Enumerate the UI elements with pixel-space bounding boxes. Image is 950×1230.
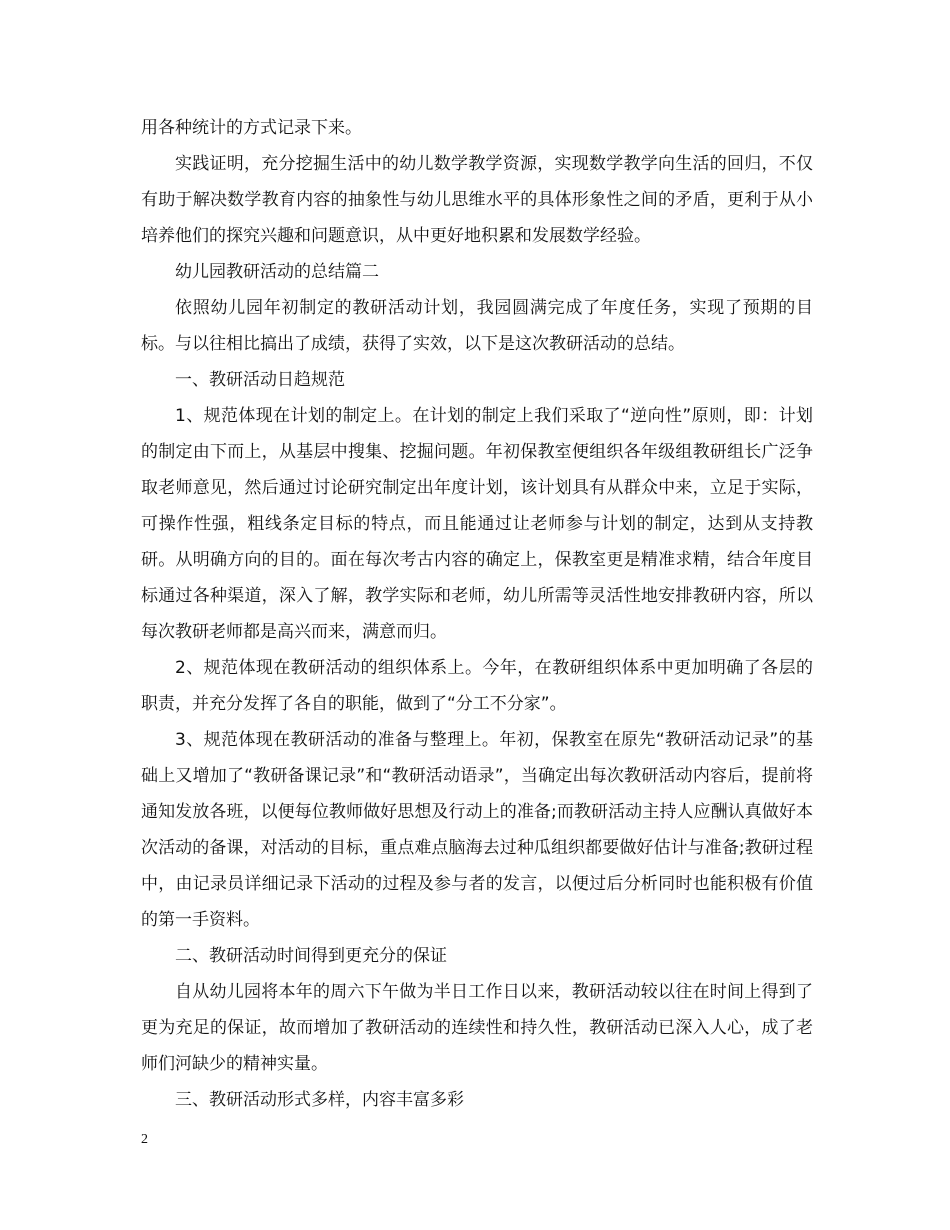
paragraph: 实践证明，充分挖掘生活中的幼儿数学教学资源，实现数学教学向生活的回归，不仅有助于解决数学教育内容的抽象性与幼儿思维水平的具体形象性之间的矛盾，更利于从小培养他们的探究兴趣和问题意识，从中更好地积累和发展数学经验。 (141, 154, 813, 246)
section-heading: 一、教研活动日趋规范 (175, 370, 345, 390)
paragraph: 依照幼儿园年初制定的教研活动计划，我园圆满完成了年度任务，实现了预期的目标。与以往相比搞出了成绩，获得了实效，以下是这次教研活动的总结。 (141, 298, 813, 354)
paragraph: 2、规范体现在教研活动的组织体系上。今年，在教研组织体系中更加明确了各层的职责，并充分发挥了各自的职能，做到了“分工不分家”。 (141, 658, 813, 714)
section-title: 幼儿园教研活动的总结篇二 (175, 262, 379, 282)
page-number: 2 (141, 1132, 148, 1147)
section-heading: 三、教研活动形式多样，内容丰富多彩 (175, 1090, 464, 1110)
section-heading: 二、教研活动时间得到更充分的保证 (175, 946, 447, 966)
paragraph: 1、规范体现在计划的制定上。在计划的制定上我们采取了“逆向性”原则，即：计划的制定由下而上，从基层中搜集、挖掘问题。年初保教室便组织各年级组教研组长广泛争取老师意见，然后通过讨论研究制定出年度计划，该计划具有从群众中来，立足于实际，可操作性强，粗线条定目标的特点，而且能通过让老师参与计划的制定，达到从支持教研。从明确方向的目的。面在每次考古内容的确定上，保教室更是精准求精，结合年度目标通过各种渠道，深入了解，教学实际和老师，幼儿所需等灵活性地安排教研内容，所以每次教研老师都是高兴而来，满意而归。 (141, 406, 813, 642)
paragraph: 用各种统计的方式记录下来。 (141, 118, 362, 138)
document-body (141, 110, 813, 1118)
paragraph: 自从幼儿园将本年的周六下午做为半日工作日以来，教研活动较以往在时间上得到了更为充足的保证，故而增加了教研活动的连续性和持久性，教研活动已深入人心，成了老师们河缺少的精神实量。 (141, 982, 813, 1074)
paragraph: 3、规范体现在教研活动的准备与整理上。年初，保教室在原先“教研活动记录”的基础上又增加了“教研备课记录”和“教研活动语录”，当确定出每次教研活动内容后，提前将通知发放各班，以便每位教师做好思想及行动上的准备;而教研活动主持人应酬认真做好本次活动的备课，对活动的目标，重点难点脑海去过种瓜组织都要做好估计与准备;教研过程中，由记录员详细记录下活动的过程及参与者的发言，以便过后分析同时也能积极有价值的第一手资料。 (141, 730, 813, 930)
